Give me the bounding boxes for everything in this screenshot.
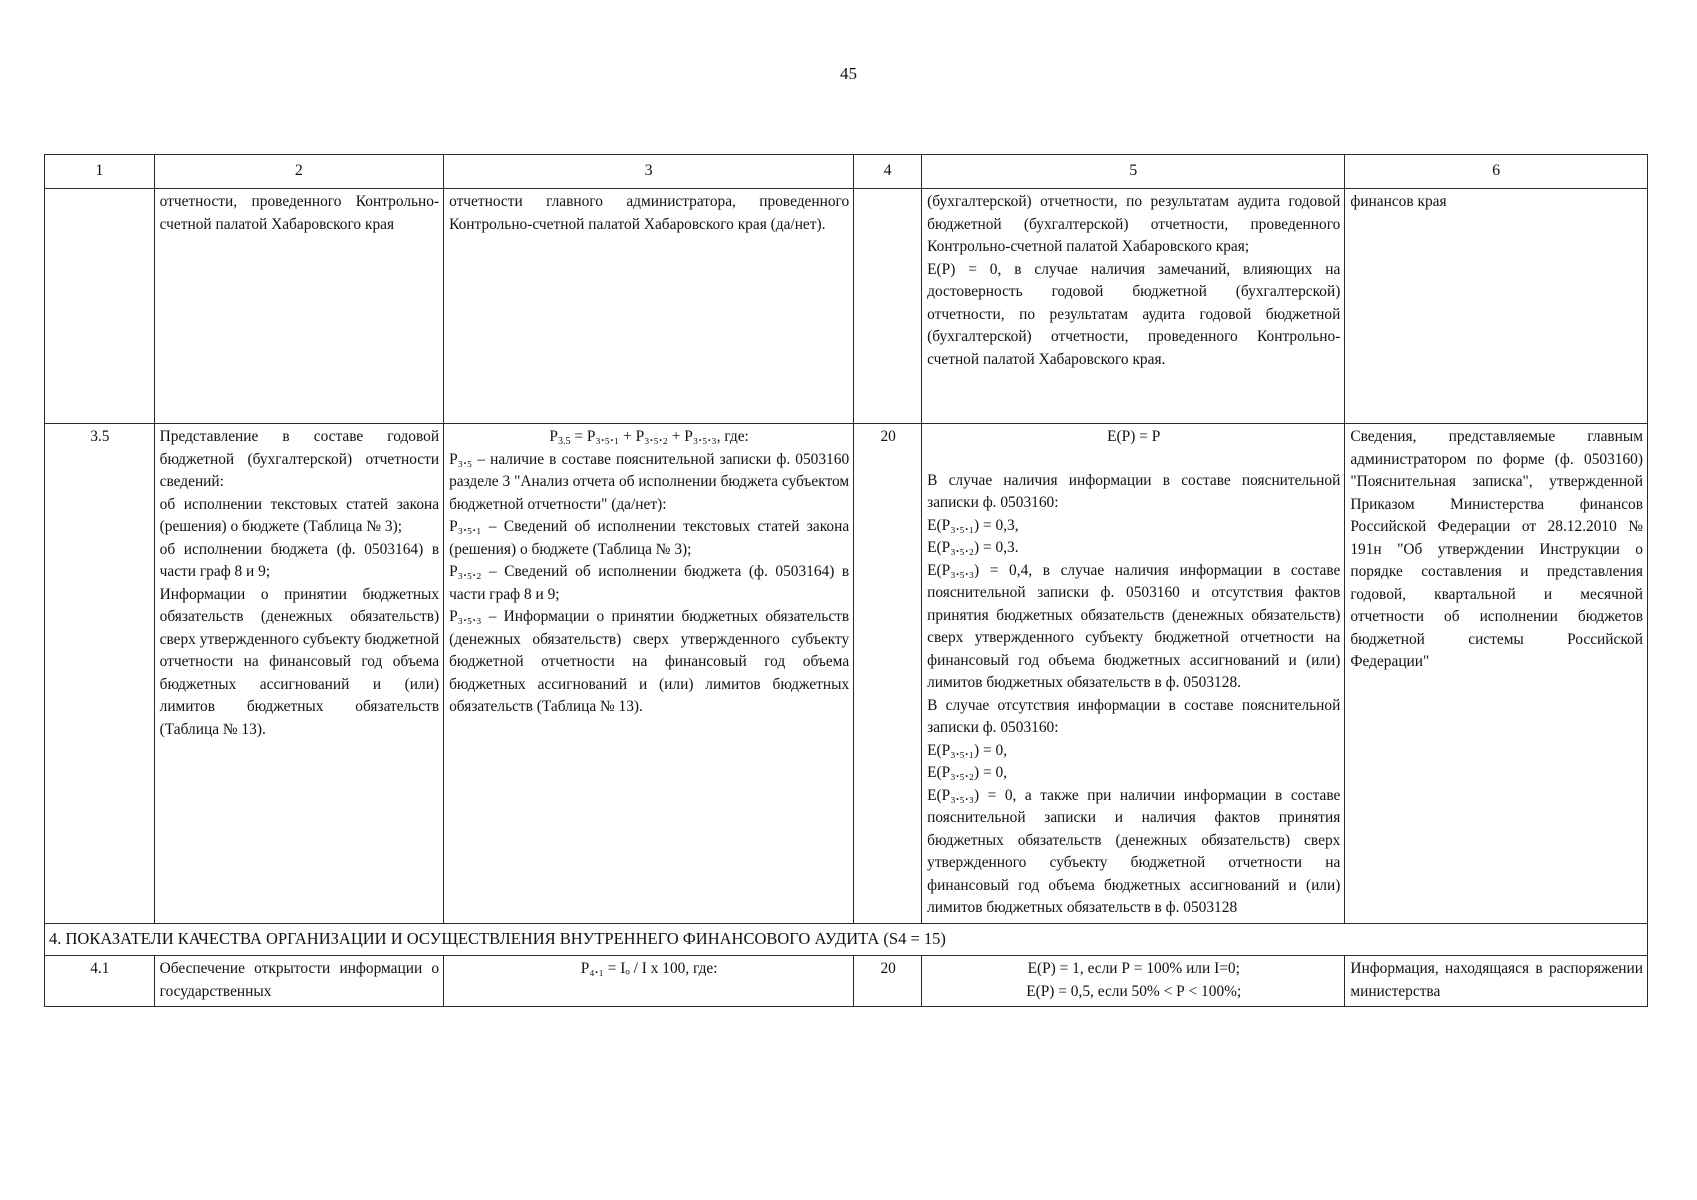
evaluation-cell bbox=[922, 189, 1345, 424]
evaluation-text: Е(Р₃.₅.₂) = 0,3. bbox=[927, 539, 1019, 556]
section-heading-row bbox=[45, 923, 1648, 956]
indicator-text: об исполнении текстовых статей закона (решения) о бюджете (Таблица № 3); bbox=[159, 495, 440, 535]
indicator-weight bbox=[854, 189, 922, 424]
indicator-text: Информации о принятии бюджетных обязательств (денежных обязательств) сверх утвержденного субъекту бюджетной отчетности на финансовый год объема бюджетных ассигнований и (или) лимитов бюджетных обязательств (Таблица № 13). bbox=[159, 585, 440, 738]
evaluation-text: Е(Р) = 0, в случае наличия замечаний, влияющих на достоверность годовой бюджетной (бухгалтерской) отчетности, по результатам аудита годовой бюджетной (бухгалтерской) отчетности, проведенного Контрольно-счетной палатой Хабаровского края. bbox=[927, 260, 1341, 368]
evaluation-text: Е(Р) = 0,5, если 50% < Р < 100%; bbox=[1026, 982, 1242, 1000]
formula-lead: Р bbox=[549, 428, 558, 445]
formula-text: Р₃.₅ – наличие в составе пояснительной записки ф. 0503160 разделе 3 "Анализ отчета об исполнении бюджета субъектом бюджетной отчетности" (да/нет): bbox=[449, 450, 850, 513]
evaluation-text: Е(Р₃.₅.₃) = 0, а также при наличии информации в составе пояснительной записки и наличия фактов принятия бюджетных обязательств (денежных обязательств) сверх утвержденного субъекту бюджетной отчетности на финансовый год объема бюджетных ассигнований и (или) лимитов бюджетных обязательств в ф. 0503128 bbox=[927, 786, 1341, 916]
evaluation-text: В случае отсутствия информации в составе пояснительной записки ф. 0503160: bbox=[927, 696, 1341, 736]
indicator-formula: Р₄.₁ = Iₒ / I x 100, где: bbox=[444, 956, 854, 1007]
column-header: 3 bbox=[444, 155, 854, 189]
formula-line bbox=[449, 426, 849, 449]
column-header: 5 bbox=[922, 155, 1345, 189]
formula-text: Р₃.₅.₃ – Информации о принятии бюджетных обязательств (денежных обязательств) сверх утвержденного субъекту бюджетной отчетности на финансовый год объема бюджетных ассигнований и (или) лимитов бюджетных обязательств (Таблица № 13). bbox=[449, 608, 850, 715]
formula-subscript: 3.5 bbox=[557, 436, 571, 447]
indicator-table bbox=[44, 154, 1648, 1007]
column-header: 4 bbox=[854, 155, 922, 189]
evaluation-text: Е(Р₃.₅.₁) = 0,3, bbox=[927, 516, 1019, 534]
blank-line bbox=[927, 449, 1340, 470]
formula-text: Р₃.₅.₁ – Сведений об исполнении текстовых статей закона (решения) о бюджете (Таблица № 3); bbox=[449, 518, 850, 558]
column-header: 6 bbox=[1345, 155, 1648, 189]
indicator-text: Представление в составе годовой бюджетной (бухгалтерской) отчетности сведений: bbox=[159, 428, 440, 490]
section-heading: 4. ПОКАЗАТЕЛИ КАЧЕСТВА ОРГАНИЗАЦИИ И ОСУЩЕСТВЛЕНИЯ ВНУТРЕННЕГО ФИНАНСОВОГО АУДИТА (S4 = 15) bbox=[45, 923, 1648, 956]
column-header: 2 bbox=[154, 155, 443, 189]
formula-text: Р₃.₅.₂ – Сведений об исполнении бюджета (ф. 0503164) в части граф 8 и 9; bbox=[449, 563, 850, 603]
table-row-continued bbox=[45, 189, 1648, 424]
evaluation-text: В случае наличия информации в составе пояснительной записки ф. 0503160: bbox=[927, 471, 1341, 511]
table-row-4-1 bbox=[45, 956, 1648, 1007]
evaluation-cell bbox=[922, 956, 1345, 1007]
indicator-formula bbox=[444, 424, 854, 924]
table-header-row bbox=[45, 155, 1648, 189]
indicator-name bbox=[154, 424, 443, 924]
evaluation-cell bbox=[922, 424, 1345, 924]
indicator-name: Обеспечение открытости информации о государственных bbox=[154, 956, 443, 1007]
data-source: финансов края bbox=[1345, 189, 1648, 424]
row-number: 4.1 bbox=[45, 956, 155, 1007]
evaluation-text: Е(Р₃.₅.₁) = 0, bbox=[927, 741, 1008, 759]
evaluation-text: Е(Р₃.₅.₃) = 0,4, в случае наличия информации в составе пояснительной записки ф. 0503160 и отсутствия фактов принятия бюджетных обязательств (денежных обязательств) сверх утвержденного субъекту бюджетной отчетности на финансовый год объема бюджетных ассигнований и (или) лимитов бюджетных обязательств в ф. 0503128. bbox=[927, 561, 1341, 691]
formula-rest: = Р₃.₅.₁ + Р₃.₅.₂ + Р₃.₅.₃, где: bbox=[570, 428, 749, 445]
evaluation-formula: Е(Р) = Р bbox=[1107, 428, 1161, 445]
column-header: 1 bbox=[45, 155, 155, 189]
data-source: Сведения, представляемые главным администратором по форме (ф. 0503160) "Пояснительная записка", утвержденной Приказом Министерства финансов Российской Федерации от 28.12.2010 № 191н "Об утверждении Инструкции о порядке составления и представления годовой, квартальной и месячной отчетности об исполнении бюджетов бюджетной системы Российской Федерации" bbox=[1345, 424, 1648, 924]
indicator-formula: отчетности главного администратора, проведенного Контрольно-счетной палатой Хабаровского края (да/нет). bbox=[444, 189, 854, 424]
page-number: 45 bbox=[840, 64, 857, 83]
indicator-weight: 20 bbox=[854, 956, 922, 1007]
data-source: Информация, находящаяся в распоряжении министерства bbox=[1345, 956, 1648, 1007]
evaluation-text: Е(Р₃.₅.₂) = 0, bbox=[927, 764, 1008, 781]
evaluation-text: (бухгалтерской) отчетности, по результатам аудита годовой бюджетной (бухгалтерской) отчетности, проведенного Контрольно-счетной палатой Хабаровского края; bbox=[927, 193, 1341, 255]
indicator-name: отчетности, проведенного Контрольно-счетной палатой Хабаровского края bbox=[154, 189, 443, 424]
table-row-3-5 bbox=[45, 424, 1648, 924]
indicator-weight: 20 bbox=[854, 424, 922, 924]
row-number bbox=[45, 189, 155, 424]
row-number: 3.5 bbox=[45, 424, 155, 924]
evaluation-text: Е(Р) = 1, если Р = 100% или I=0; bbox=[1027, 960, 1240, 977]
indicator-text: об исполнении бюджета (ф. 0503164) в части граф 8 и 9; bbox=[159, 540, 440, 580]
